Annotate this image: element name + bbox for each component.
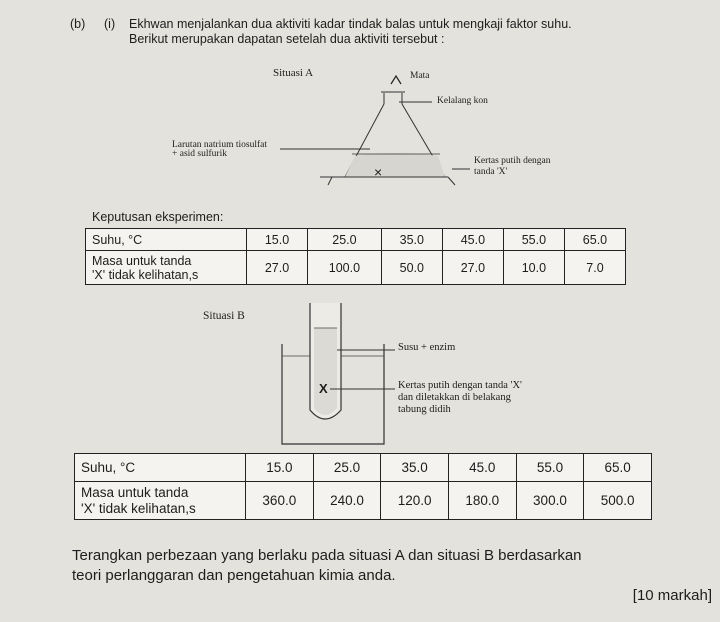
table-cell: 27.0 — [247, 251, 308, 285]
label-kertas-a-line-1: Kertas putih dengan — [474, 156, 551, 166]
table-b-temp-header: Suhu, °C — [75, 454, 246, 482]
label-kertas-b-line-3: tabung didih — [398, 404, 451, 415]
table-cell: 27.0 — [442, 251, 503, 285]
table-cell: 10.0 — [503, 251, 564, 285]
header-line-2: 'X' tidak kelihatan,s — [92, 267, 199, 282]
label-kelalang-kon: Kelalang kon — [437, 96, 488, 106]
mark-x-b: X — [319, 381, 328, 396]
instruction-line-2: teori perlanggaran dan pengetahuan kimia anda. — [72, 567, 396, 584]
table-cell: 65.0 — [564, 229, 625, 251]
label-kertas-b-line-1: Kertas putih dengan tanda 'X' — [398, 380, 522, 391]
label-larutan-line-1: Larutan natrium tiosulfat — [172, 140, 267, 150]
table-cell: 180.0 — [448, 482, 516, 520]
table-cell: 25.0 — [308, 229, 382, 251]
table-cell: 35.0 — [381, 229, 442, 251]
instruction-line-1: Terangkan perbezaan yang berlaku pada situasi A dan situasi B berdasarkan — [72, 547, 582, 564]
table-cell: 45.0 — [448, 454, 516, 482]
question-line-1: Ekhwan menjalankan dua aktiviti kadar tindak balas untuk mengkaji faktor suhu. — [129, 17, 572, 31]
label-larutan-line-2: + asid sulfurik — [172, 149, 227, 159]
keputusan-label: Keputusan eksperimen: — [92, 210, 224, 224]
question-part: (b) — [70, 17, 86, 31]
header-line-1: Masa untuk tanda — [81, 484, 189, 500]
label-mata: Mata — [410, 71, 430, 81]
table-cell: 65.0 — [584, 454, 652, 482]
table-cell: 100.0 — [308, 251, 382, 285]
table-cell: 55.0 — [516, 454, 584, 482]
label-kertas-a-line-2: tanda 'X' — [474, 167, 508, 177]
table-cell: 240.0 — [313, 482, 381, 520]
mark-x-a: × — [374, 164, 383, 180]
label-kertas-b-line-2: dan diletakkan di belakang — [398, 392, 511, 403]
table-cell: 7.0 — [564, 251, 625, 285]
situasi-a-title: Situasi A — [273, 67, 314, 79]
table-cell: 120.0 — [381, 482, 449, 520]
table-cell: 15.0 — [246, 454, 314, 482]
question-line-2: Berikut merupakan dapatan setelah dua aktiviti tersebut : — [129, 32, 445, 46]
table-b-row-temp — [75, 454, 652, 482]
table-cell: 45.0 — [442, 229, 503, 251]
situasi-b-title: Situasi B — [203, 310, 245, 322]
header-line-2: 'X' tidak kelihatan,s — [81, 500, 196, 516]
table-cell: 35.0 — [381, 454, 449, 482]
table-b-row-time — [75, 482, 652, 520]
table-cell: 360.0 — [246, 482, 314, 520]
label-susu-enzim: Susu + enzim — [398, 342, 456, 353]
marks-label: [10 markah] — [632, 587, 712, 604]
results-table-b — [74, 453, 652, 520]
table-cell: 50.0 — [381, 251, 442, 285]
table-a-temp-header: Suhu, °C — [86, 229, 247, 251]
table-cell: 25.0 — [313, 454, 381, 482]
table-b-time-header — [75, 482, 246, 520]
header-line-1: Masa untuk tanda — [92, 253, 192, 268]
table-cell: 15.0 — [247, 229, 308, 251]
table-cell: 300.0 — [516, 482, 584, 520]
table-cell: 55.0 — [503, 229, 564, 251]
table-cell: 500.0 — [584, 482, 652, 520]
question-subpart: (i) — [104, 17, 116, 31]
